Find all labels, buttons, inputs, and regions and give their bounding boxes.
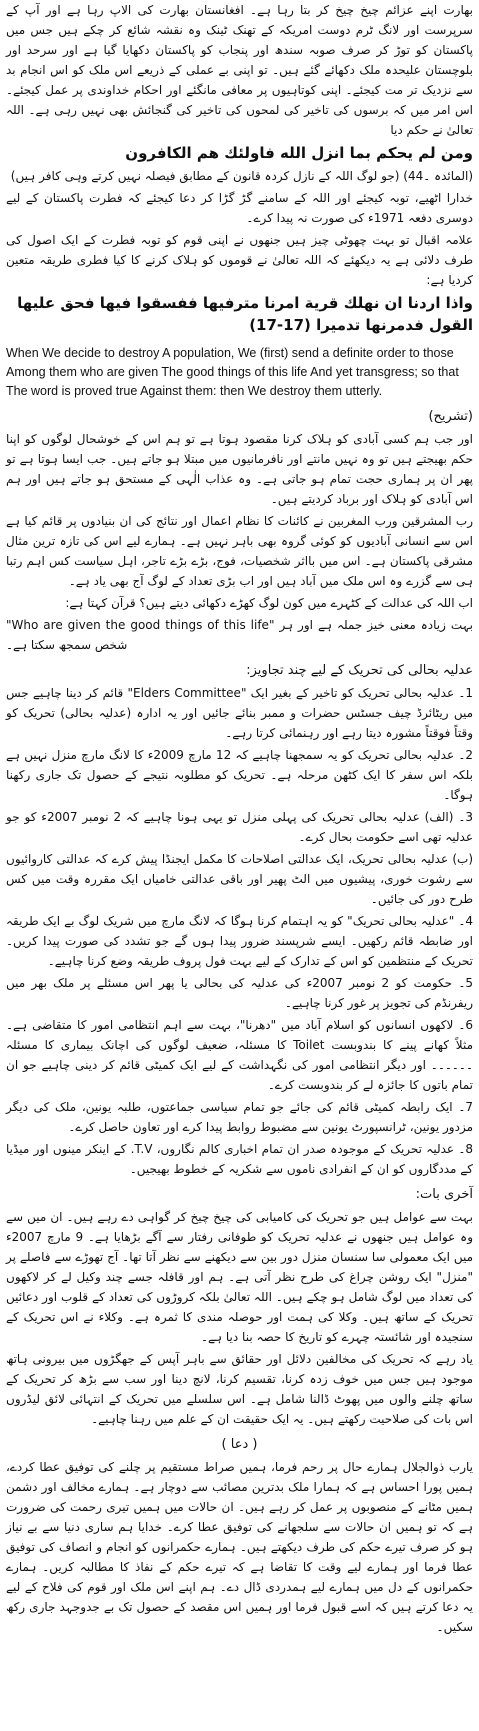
final-paragraph-1: بہت سے عوامل ہیں جو تحریک کی کامیابی کی چیخ چیخ کر گواہی دے رہے ہیں۔ ان میں سے وہ عوامل ہیں جنھوں نے عدلیہ تحریک کو طوفانی رفتار سے آگے بڑھایا ہے۔ 9 مارچ 2007ء میں ایک معمولی سا سنسان منزل دور بین سے دیکھنے سے نظر آتا تھا۔ آج تھوڑے سے فاصلے پر "منزل" ایک روشن چراغ کی طرح نظر آتی ہے۔ ہم اور قافلہ جسے چند وکیل لے کر لاکھوں کی تعداد میں لوگ شامل ہو چکے ہیں۔ اللہ تعالیٰ بلکہ کروڑوں کی تعداد کے قلوب اور دعائیں تحریک کے ساتھ ہیں۔ وکلا کی ہمت اور حوصلہ مندی کا ثمرہ ہے۔ وکلاء نے اس تحریک کے سنجیدہ اور شائستہ چہرے کو تاریخ کا حصہ بنا دیا ہے۔ [6, 1210, 473, 1344]
list-item: 1۔ عدلیہ بحالی تحریک کو تاخیر کے بغیر ایک "Elders Committee" قائم کر دینا چاہیے جس میں ریٹائرڈ چیف جسٹس حضرات و ممبر بنائے جائیں اور یہ ادارہ (عدلیہ بحالی) تحریک کو وقتاً فوقتاً مشورہ دیتا رہے اور رہنمائی کرتا رہے۔ [6, 686, 473, 740]
list-item: 2۔ عدلیہ بحالی تحریک کو یہ سمجھنا چاہیے کہ 12 مارچ 2009ء کا لانگ مارچ منزل نہیں ہے بلکہ اس سفر کا ایک کٹھن مرحلہ ہے۔ تحریک کو مطلوبہ نتیجے کے حصول تک جاری رکھنا ہوگا۔ [6, 748, 473, 802]
final-paragraph-2: یاد رہے کہ تحریک کی مخالفین دلائل اور حقائق سے باہر آپس کے جھگڑوں میں بیرونی ہاتھ موجود ہیں جس میں خوف زدہ کرنا، تقسیم کرنا، لانچ دینا اور سب سے بڑھ کر تحریک کے ساتھ چلنے والوں میں پھوٹ ڈالنا شامل ہے۔ اس سلسلے میں تحریک کے انتہائی لائق لیڈروں اس بات کی صلاحیت رکھتے ہیں۔ یہ ایک حقیقت ان کے علم میں رہنا چاہیے۔ [6, 1352, 473, 1426]
paragraph-6-quote: "Who are given the good things of this life" بہت زیادہ معنی خیز جملہ ہے اور ہر شخص سمجھ سکتا ہے۔ [6, 618, 473, 652]
tashreeh-heading: (تشریح) [428, 409, 473, 424]
paragraph-2: خدارا اٹھیے، توبہ کیجئے اور اللہ کے سامنے گڑ گڑا کر دعا کیجئے کہ فطرت پاکستان کے لیے دوسری دفعہ 1971ء کی صورت نہ پیدا کرے۔ [6, 191, 473, 225]
final-heading: آخری بات: [415, 1187, 473, 1202]
paragraph-4: اور جب ہم کسی آبادی کو ہلاک کرنا مقصود ہوتا ہے تو ہم اس کے خوشحال لوگوں کو اپنا حکم بھیجتے ہیں تو وہ نہیں مانتے اور نافرمانیوں میں مبتلا ہو جاتے ہیں۔ جب ایسا ہوتا ہے تو پھر ان پر ہماری حجت تمام ہو جاتی ہے۔ وہ عذاب الٰہی کے مستحق ہو جاتے ہیں اور ہم اس آبادی کو ہلاک اور برباد کردیتے ہیں۔ [6, 432, 473, 506]
english-translation: When We decide to destroy A population, We (first) send a definite order to those Among them who are given The good things of this life And yet transgress; so that The word is proved true Against them: then We destroy them utterly. [6, 346, 459, 398]
quran-verse-1: ومن لم يحكم بما انزل الله فاولئك هم الكافرون [125, 144, 473, 162]
proposals-heading: عدلیہ بحالی کی تحریک کے لیے چند تجاویز: [246, 663, 473, 678]
list-item: 8۔ عدلیہ تحریک کے موجودہ صدر ان تمام اخباری کالم نگاروں، T.V. کے اینکر مینوں اور میڈیا کے مددگاروں کو ان کے انفرادی ناموں سے شکریہ کے خطوط بھیجیں۔ [6, 1142, 474, 1176]
list-item: 3۔ (الف) عدلیہ بحالی تحریک کی پہلی منزل تو یہی ہونا چاہیے کہ 2 نومبر 2007ء کو جو عدلیہ تھی اسے حکومت بحال کرے۔ [6, 810, 473, 844]
paragraph-6: اب اللہ کی عدالت کے کٹہرے میں کون لوگ کھڑے دکھائی دیتے ہیں؟ قرآن کہتا ہے: [65, 596, 473, 610]
proposals-list [6, 683, 473, 1179]
dua-paragraph: یارب ذوالجلال ہمارے حال پر رحم فرما، ہمیں صراط مستقیم پر چلنے کی توفیق عطا کردے، ہمیں پورا احساس ہے کہ ہمارا ملک بدترین مصائب سے دوچار ہے۔ ہمارے مخالف اور دشمن ہمیں مٹانے کے منصوبوں پر عمل کر رہے ہیں۔ ان حالات میں ہمیں تیری رحمت کی ضرورت ہے کہ تو ہمیں ان حالات سے سلجھانے کی توفیق عطا کرے۔ خدایا ہم ساری دنیا سے بے نیاز ہو کر صرف تیرے حکم کی طرف دیکھتے ہیں۔ ہمارے حکمرانوں کو انجام و انصاف کی توفیق عطا فرما اور ہمارے لیے وقت کا تقاضا ہے کہ تیرے حکم کے نفاذ کا مطالبہ کریں۔ ہمارے حکمرانوں کے دل میں ہمارے لیے ہمدردی ڈال دے۔ ہم اپنے اس ملک اور قوم کی فلاح کے لیے یہ دعا کرتے ہیں کہ اسے قبول فرما اور ہمیں اس مقصد کے حصول تک بے جدوجہد جاری رکھ سکیں۔ [6, 1460, 473, 1634]
quran-verse-2: واذا اردنا ان نهلك قرية امرنا مترفيها ففسقوا فيها فحق عليها القول فدمرنها تدميرا (17-17) [17, 294, 473, 334]
list-item: 6۔ لاکھوں انسانوں کو اسلام آباد میں "دھرنا"، بہت سے اہم انتظامی امور کا متقاضی ہے۔ مثلاً کھانے پینے کا بندوبست Toilet کا مسئلہ، ضعیف لوگوں کی اچانک بیماری کا مسئلہ ۔۔۔۔۔۔ اور دیگر انتظامی امور کی نگہداشت کے لیے ایک کمیٹی قائم کر دینی چاہیے جو ان تمام باتوں کا جائزہ لے کر بندوبست کرے۔ [6, 1018, 473, 1092]
list-item: 4۔ "عدلیہ بحالی تحریک" کو یہ اہتمام کرنا ہوگا کہ لانگ مارچ میں شریک لوگ بے ایک طریقہ اور ضابطہ قائم رکھیں۔ ایسے شرپسند ضرور پیدا ہوں گے جو تشدد کی صورت پیدا کریں۔ تحریک کے منتظمین کو اس کے تدارک کے لیے بہت فول پروف طریقہ وضع کرنا چاہیے۔ [6, 914, 473, 968]
list-item: (ب) عدلیہ بحالی تحریک، ایک عدالتی اصلاحات کا مکمل ایجنڈا پیش کرے کہ عدالتی کاروائیوں سے رشوت خوری، پیشیوں میں الٹ پھیر اور باقی عدالتی خامیاں ایک مقررہ وقت میں کس طرح دور کی جائیں۔ [6, 852, 473, 906]
top-paragraph: بھارت اپنے عزائم چیخ چیخ کر بتا رہا ہے۔ افغانستان بھارت کی الاپ رہا ہے اور آپ کے سرپرست اور لانگ ٹرم دوست امریکہ کے تھنک ٹینک وہ نقشہ شائع کر چکے ہیں جس میں پاکستان کو توڑ کر صرف صوبہ سندھ اور پنجاب کو پاکستان دکھایا گیا ہے اور سرحد اور بلوچستان علیحدہ ملک دکھائے گئے ہیں۔ تو اپنی بے عملی کے ذریعے اس ملک کو اس انجام بد سے نزدیک تر مت کیجئے۔ اپنی کوتاہیوں پر معافی مانگئے اور احکام خداوندی پر عمل کیجئے۔ اس امر میں کہ برسوں کی تاخیر کی لمحوں کی تاخیر کی گنجائش بھی نہیں رہی ہے۔ اللہ تعالیٰ نے حکم دیا [6, 3, 473, 137]
paragraph-3: علامہ اقبال تو بہت چھوٹی چیز ہیں جنھوں نے اپنی قوم کو توبہ فطرت کے ایک اصول کی طرف دلائی ہے یہ دیکھئے کہ اللہ تعالیٰ نے قوموں کو ہلاک کرنے کا کیا فطری طریقہ متعین کردیا ہے: [6, 233, 473, 287]
quran-verse-1-reference: (المائدہ ۔44) (جو لوگ اللہ کے نازل کردہ قانون کے مطابق فیصلہ نہیں کرتے وہی کافر ہیں) [10, 169, 473, 183]
list-item: 5۔ حکومت کو 2 نومبر 2007ء کی عدلیہ کی بحالی یا پھر اس مسئلے پر ملک بھر میں ریفرنڈم کی تجویز پر غور کرنا چاہیے۔ [6, 976, 473, 1010]
paragraph-5: رب المشرقین ورب المغربین نے کائنات کا نظام اعمال اور نتائج کی ان بنیادوں پر قائم کیا ہے اس سے انسانی آبادیوں کو کوئی گروہ بھی باہر نہیں ہے۔ ہمارے لیے اس کی تازہ ترین مثال مشرقی پاکستان ہے۔ اس میں بااثر شخصیات، فوج، بڑے بڑے تاجر، اہل سیاست کس اہم رتبا ہی سے گزرے وہ اس ملک میں آباد ہیں اور اب بڑی تعداد کے لوگ آج بھی یاد ہے۔ [6, 514, 473, 588]
list-item: 7۔ ایک رابطہ کمیٹی قائم کی جائے جو تمام سیاسی جماعتوں، طلبہ یونین، ملک کی دیگر مزدور یونین، ٹرانسپورٹ یونین سے مضبوط روابط پیدا کرے اور تعاون حاصل کرے۔ [6, 1100, 473, 1134]
dua-heading: ( دعا ) [221, 1437, 258, 1452]
